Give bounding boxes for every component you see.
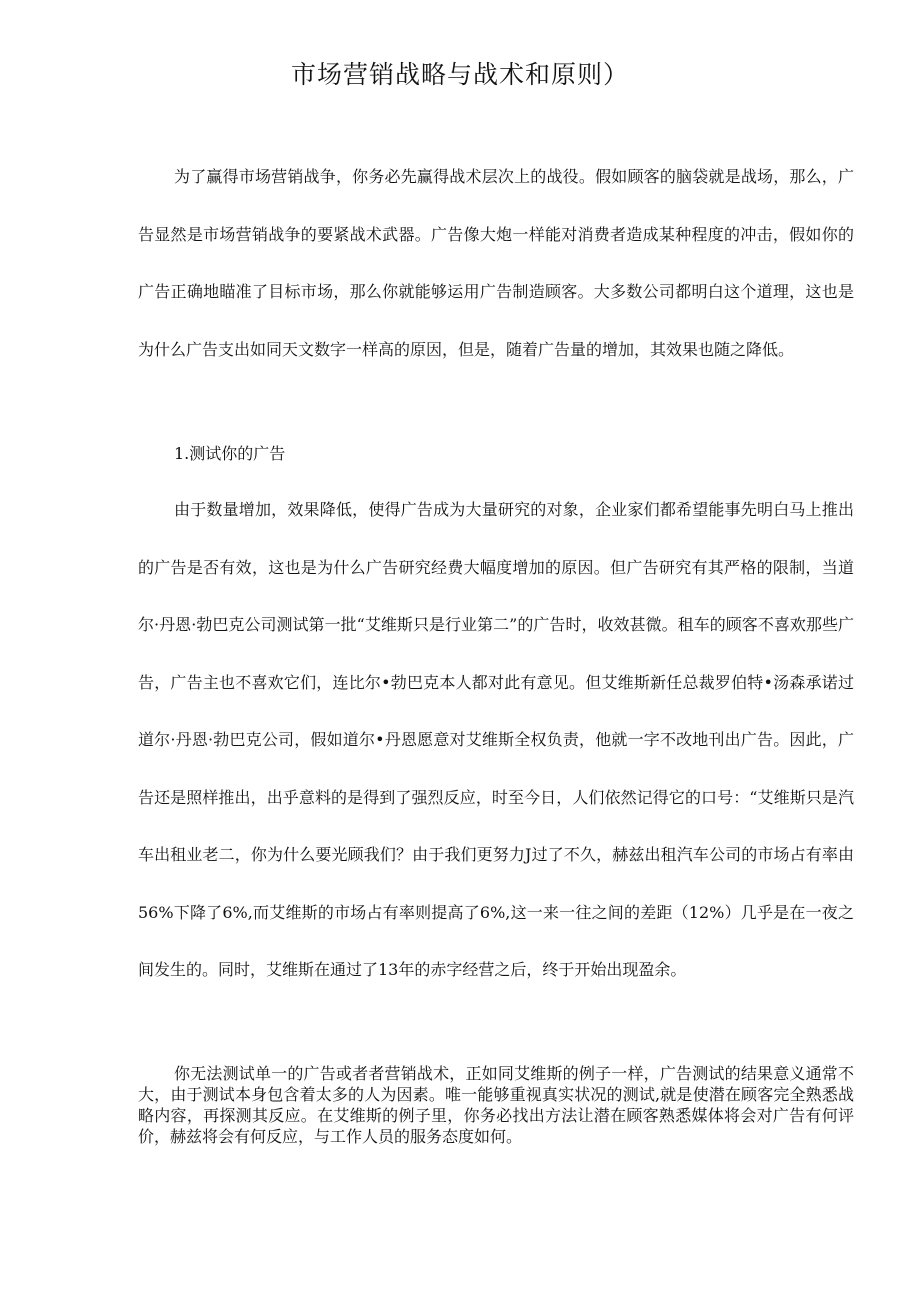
closing-paragraph: 你无法测试单一的广告或者者营销战术，正如同艾维斯的例子一样，广告测试的结果意义通常不大，由于测试本身包含着太多的人为因素。唯一能够重视真实状况的测试,就是使潜在顾客完全熟悉战略内容，再探测其反应。在艾维斯的例子里，你务必找出方法让潜在顾客熟悉媒体将会对广告有何评价，赫兹将会有何反应，与工作人员的服务态度如何。 (138, 1064, 854, 1146)
testing-paragraph: 由于数量增加，效果降低，使得广告成为大量研究的对象，企业家们都希望能事先明白马上推出的广告是否有效，这也是为什么广告研究经费大幅度增加的原因。但广告研究有其严格的限制，当道尔·丹恩·勃巴克公司测试第一批“艾维斯只是行业第二”的广告时，收效甚微。租车的顾客不喜欢那些广告，广告主也不喜欢它们，连比尔•勃巴克本人都对此有意见。但艾维斯新任总裁罗伯特•汤森承诺过道尔·丹恩·勃巴克公司，假如道尔•丹恩愿意对艾维斯全权负责，他就一字不改地刊出广告。因此，广告还是照样推出，出乎意料的是得到了强烈反应，时至今日，人们依然记得它的口号：“艾维斯只是汽车出租业老二，你为什么要光顾我们？由于我们更努力J过了不久，赫兹出租汽车公司的市场占有率由56%下降了6%,而艾维斯的市场占有率则提高了6%,这一来一往之间的差距（12%）几乎是在一夜之间发生的。同时，艾维斯在通过了13年的赤字经营之后，终于开始出现盈余。 (138, 500, 854, 979)
section-heading-test-ads: 1.测试你的广告 (174, 444, 286, 463)
intro-paragraph: 为了赢得市场营销战争，你务必先赢得战术层次上的战役。假如顾客的脑袋就是战场，那么，广告显然是市场营销战争的要紧战术武器。广告像大炮一样能对消费者造成某种程度的冲击，假如你的广告正确地瞄准了目标市场，那么你就能够运用广告制造顾客。大多数公司都明白这个道理，这也是为什么广告支出如同天文数字一样高的原因，但是，随着广告量的增加，其效果也随之降低。 (138, 167, 854, 359)
document-title: 市场营销战略与战术和原则） (290, 60, 629, 89)
